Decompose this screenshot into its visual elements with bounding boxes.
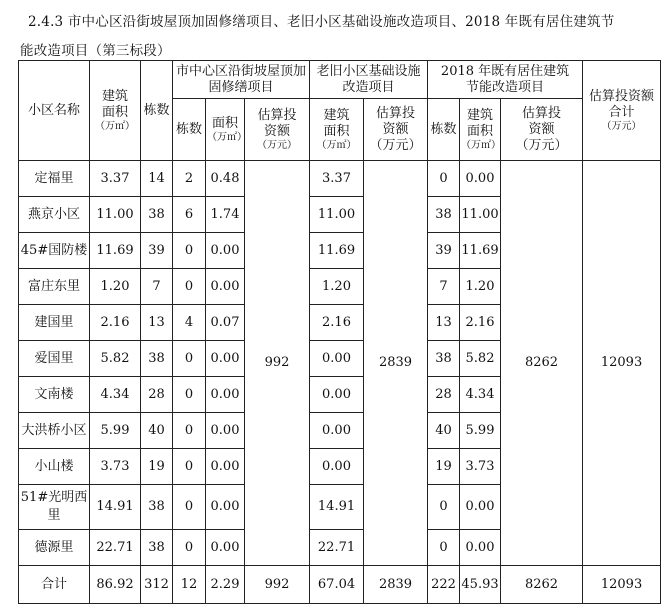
- row-g1-count: 0: [173, 449, 206, 485]
- header-g3-area: [460, 99, 501, 161]
- heading-line-2: 能改造项目（第三标段）: [20, 43, 171, 59]
- row-g1-area: 0.00: [206, 341, 245, 377]
- row-g1-area: 0.00: [206, 485, 245, 530]
- row-g3-count: 39: [428, 233, 460, 269]
- row-g3-count: 0: [428, 530, 460, 566]
- row-g2-area: 3.37: [310, 161, 364, 197]
- total-g1-area: 2.29: [206, 566, 245, 604]
- row-count: 38: [141, 530, 173, 566]
- header-g2-area-unit: （万㎡）: [316, 139, 357, 151]
- row-g2-area: 22.71: [310, 530, 364, 566]
- row-g3-area: 5.99: [460, 413, 501, 449]
- row-g1-count: 0: [173, 530, 206, 566]
- row-count: 38: [141, 341, 173, 377]
- row-g1-area: 0.00: [206, 233, 245, 269]
- row-g1-area: 0.00: [206, 269, 245, 305]
- row-area: 1.20: [90, 269, 141, 305]
- header-group-2: [310, 61, 428, 99]
- header-total-unit: （万元）: [601, 120, 642, 132]
- row-count: 19: [141, 449, 173, 485]
- row-g3-area: 5.82: [460, 341, 501, 377]
- total-row: [19, 566, 661, 604]
- row-g1-count: 2: [173, 161, 206, 197]
- row-g3-count: 40: [428, 413, 460, 449]
- row-g2-area: 2.16: [310, 305, 364, 341]
- row-name: 富庄东里: [19, 269, 90, 305]
- header-area: [90, 61, 141, 161]
- header-g1-invest-label: 估算投资额: [257, 107, 297, 139]
- row-name: 爱国里: [19, 341, 90, 377]
- row-name: 燕京小区: [19, 197, 90, 233]
- row-g1-count: 4: [173, 305, 206, 341]
- row-name: 文南楼: [19, 377, 90, 413]
- header-g2-invest-label: 估算投资额: [376, 105, 416, 137]
- row-g1-area: 0.00: [206, 530, 245, 566]
- row-area: 2.16: [90, 305, 141, 341]
- row-g3-area: 11.69: [460, 233, 501, 269]
- row-name: 小山楼: [19, 449, 90, 485]
- row-area: 3.73: [90, 449, 141, 485]
- total-g1-invest: 992: [245, 566, 310, 604]
- row-g2-area: 0.00: [310, 341, 364, 377]
- merged-g3-invest: 8262: [501, 161, 583, 566]
- row-g3-area: 3.73: [460, 449, 501, 485]
- row-count: 28: [141, 377, 173, 413]
- merged-g2-invest: 2839: [364, 161, 428, 566]
- row-g1-count: 6: [173, 197, 206, 233]
- row-name: 51#光明西里: [19, 485, 90, 530]
- row-count: 38: [141, 197, 173, 233]
- header-g1-invest-unit: （万元）: [257, 139, 297, 151]
- row-g1-area: 1.74: [206, 197, 245, 233]
- header-group-3-label: 2018 年既有居住建筑节能改造项目: [440, 63, 570, 95]
- header-g2-invest-unit: （万元）: [369, 137, 422, 153]
- total-g3-area: 45.93: [460, 566, 501, 604]
- row-g1-area: 0.00: [206, 449, 245, 485]
- row-count: 38: [141, 485, 173, 530]
- heading-line-1: 2.4.3 市中心区沿街坡屋顶加固修缮项目、老旧小区基础设施改造项目、2018 年既有居住建筑节: [28, 14, 615, 30]
- total-g2-area: 67.04: [310, 566, 364, 604]
- header-group-1: [173, 61, 310, 99]
- row-g2-area: 11.00: [310, 197, 364, 233]
- merged-g1-invest: 992: [245, 161, 310, 566]
- row-g1-count: 0: [173, 341, 206, 377]
- row-g3-area: 1.20: [460, 269, 501, 305]
- header-total-label: 估算投资额合计: [589, 88, 655, 120]
- row-g3-count: 0: [428, 161, 460, 197]
- row-name: 定福里: [19, 161, 90, 197]
- row-g2-area: 11.69: [310, 233, 364, 269]
- total-g2-invest: 2839: [364, 566, 428, 604]
- header-g3-area-label: 建筑面积: [467, 107, 494, 139]
- total-g1-count: 12: [173, 566, 206, 604]
- row-g2-area: 0.00: [310, 449, 364, 485]
- row-g1-area: 0.48: [206, 161, 245, 197]
- row-area: 5.82: [90, 341, 141, 377]
- row-area: 22.71: [90, 530, 141, 566]
- header-group-3: [428, 61, 583, 99]
- row-area: 11.69: [90, 233, 141, 269]
- row-area: 11.00: [90, 197, 141, 233]
- header-name: 小区名称: [19, 61, 90, 161]
- header-count: 栋数: [141, 61, 173, 161]
- header-g1-invest: [245, 99, 310, 161]
- row-g1-area: 0.00: [206, 413, 245, 449]
- row-g1-count: 0: [173, 269, 206, 305]
- row-g1-count: 0: [173, 413, 206, 449]
- header-g3-invest-unit: （万元）: [515, 137, 568, 153]
- row-name: 建国里: [19, 305, 90, 341]
- header-g1-area-label: 面积: [211, 115, 238, 131]
- row-g3-area: 0.00: [460, 530, 501, 566]
- row-count: 40: [141, 413, 173, 449]
- row-g3-count: 38: [428, 197, 460, 233]
- row-g2-area: 14.91: [310, 485, 364, 530]
- table-row: [19, 161, 661, 197]
- row-g3-area: 0.00: [460, 161, 501, 197]
- total-total: 12093: [583, 566, 661, 604]
- header-g1-area-unit: （万㎡）: [207, 131, 247, 143]
- total-area: 86.92: [90, 566, 141, 604]
- row-g1-area: 0.07: [206, 305, 245, 341]
- row-area: 5.99: [90, 413, 141, 449]
- row-g2-area: 0.00: [310, 377, 364, 413]
- row-count: 7: [141, 269, 173, 305]
- row-g3-area: 2.16: [460, 305, 501, 341]
- row-count: 39: [141, 233, 173, 269]
- header-g3-area-unit: （万㎡）: [461, 139, 502, 151]
- header-area-label: 建筑面积: [101, 88, 128, 120]
- row-g3-count: 7: [428, 269, 460, 305]
- row-name: 德源里: [19, 530, 90, 566]
- header-g1-count: 栋数: [173, 99, 206, 161]
- header-total: [583, 61, 661, 161]
- header-group-2-label: 老旧小区基础设施改造项目: [316, 63, 421, 95]
- row-name: 45#国防楼: [19, 233, 90, 269]
- project-table: [18, 60, 661, 604]
- section-heading: [20, 8, 660, 66]
- row-count: 13: [141, 305, 173, 341]
- header-area-unit: （万㎡）: [95, 120, 135, 132]
- total-g3-invest: 8262: [501, 566, 583, 604]
- row-g1-area: 0.00: [206, 377, 245, 413]
- header-g3-count: 栋数: [428, 99, 460, 161]
- row-g3-area: 4.34: [460, 377, 501, 413]
- row-area: 4.34: [90, 377, 141, 413]
- header-g2-area: [310, 99, 364, 161]
- row-g1-count: 0: [173, 485, 206, 530]
- row-name: 大洪桥小区: [19, 413, 90, 449]
- row-g3-count: 38: [428, 341, 460, 377]
- header-g1-area: [206, 99, 245, 161]
- total-g3-count: 222: [428, 566, 460, 604]
- row-g1-count: 0: [173, 377, 206, 413]
- row-g3-count: 19: [428, 449, 460, 485]
- header-g2-area-label: 建筑面积: [323, 107, 350, 139]
- row-g3-count: 13: [428, 305, 460, 341]
- row-area: 14.91: [90, 485, 141, 530]
- total-name: 合计: [19, 566, 90, 604]
- row-g2-area: 1.20: [310, 269, 364, 305]
- header-g3-invest: [501, 99, 583, 161]
- row-g1-count: 0: [173, 233, 206, 269]
- row-g3-count: 28: [428, 377, 460, 413]
- row-g3-area: 11.00: [460, 197, 501, 233]
- row-count: 14: [141, 161, 173, 197]
- header-group-1-label: 市中心区沿街坡屋顶加固修缮项目: [176, 63, 307, 95]
- row-g3-count: 0: [428, 485, 460, 530]
- row-area: 3.37: [90, 161, 141, 197]
- header-g2-invest: [364, 99, 428, 161]
- header-g3-invest-label: 估算投资额: [522, 105, 562, 137]
- total-count: 312: [141, 566, 173, 604]
- merged-total: 12093: [583, 161, 661, 566]
- row-g3-area: 0.00: [460, 485, 501, 530]
- row-g2-area: 0.00: [310, 413, 364, 449]
